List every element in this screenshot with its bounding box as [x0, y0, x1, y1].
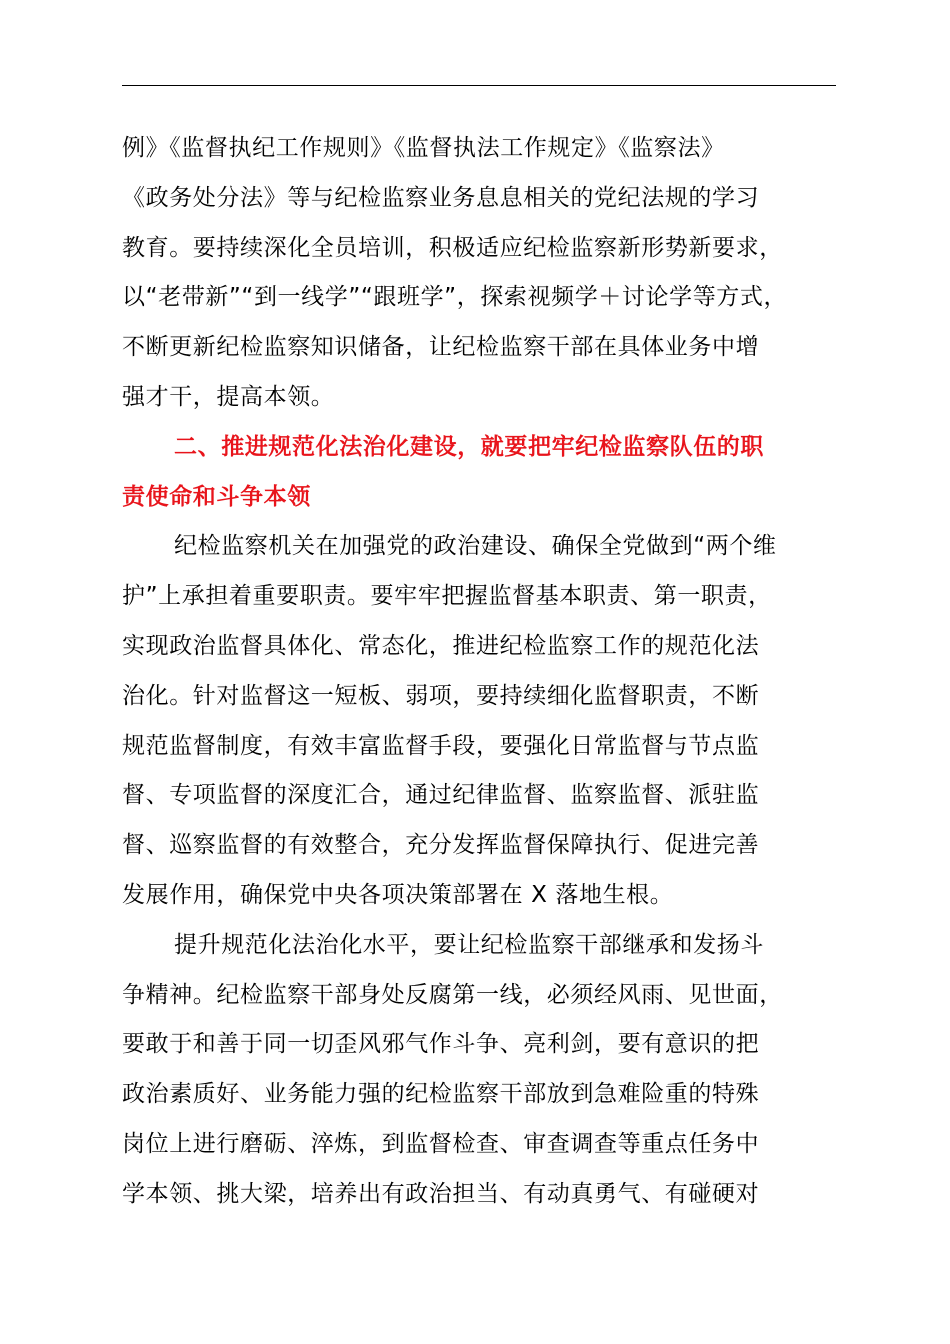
paragraph-line: 治化。针对监督这一短板、弱项，要持续细化监督职责，不断 — [122, 682, 760, 709]
header-rule — [122, 85, 836, 86]
paragraph-line: 发展作用，确保党中央各项决策部署在 X 落地生根。 — [122, 881, 674, 908]
paragraph-line: 督、专项监督的深度汇合，通过纪律监督、监察监督、派驻监 — [122, 782, 760, 809]
paragraph-line: 提升规范化法治化水平，要让纪检监察干部继承和发扬斗 — [174, 931, 764, 958]
paragraph-line: 以“老带新”“到一线学”“跟班学”，探索视频学＋讨论学等方式， — [122, 284, 788, 311]
section-heading-line: 责使命和斗争本领 — [122, 483, 311, 510]
paragraph-line: 要敢于和善于同一切歪风邪气作斗争、亮利剑，要有意识的把 — [122, 1031, 760, 1058]
paragraph-line: 岗位上进行磨砺、淬炼，到监督检查、审查调查等重点任务中 — [122, 1130, 760, 1157]
paragraph-line: 实现政治监督具体化、常态化，推进纪检监察工作的规范化法 — [122, 632, 760, 659]
paragraph-line: 争精神。纪检监察干部身处反腐第一线，必须经风雨、见世面， — [122, 981, 783, 1008]
paragraph-line: 不断更新纪检监察知识储备，让纪检监察干部在具体业务中增 — [122, 334, 760, 361]
paragraph-line: 督、巡察监督的有效整合，充分发挥监督保障执行、促进完善 — [122, 832, 760, 859]
document-body — [122, 124, 858, 1220]
section-heading-line: 二、推进规范化法治化建设，就要把牢纪检监察队伍的职 — [174, 433, 764, 460]
paragraph-line: 纪检监察机关在加强党的政治建设、确保全党做到“两个维 — [174, 533, 777, 560]
paragraph-line: 政治素质好、业务能力强的纪检监察干部放到急难险重的特殊 — [122, 1081, 760, 1108]
paragraph-line: 教育。要持续深化全员培训，积极适应纪检监察新形势新要求， — [122, 234, 783, 261]
paragraph-line: 学本领、挑大梁，培养出有政治担当、有动真勇气、有碰硬对 — [122, 1180, 760, 1207]
paragraph-line: 《政务处分法》等与纪检监察业务息息相关的党纪法规的学习 — [122, 184, 760, 211]
paragraph-line: 规范监督制度，有效丰富监督手段，要强化日常监督与节点监 — [122, 732, 760, 759]
paragraph-line: 例》《监督执纪工作规则》《监督执法工作规定》《监察法》 — [122, 135, 725, 161]
paragraph-line: 强才干，提高本领。 — [122, 383, 335, 410]
paragraph-line: 护”上承担着重要职责。要牢牢把握监督基本职责、第一职责， — [122, 583, 772, 610]
